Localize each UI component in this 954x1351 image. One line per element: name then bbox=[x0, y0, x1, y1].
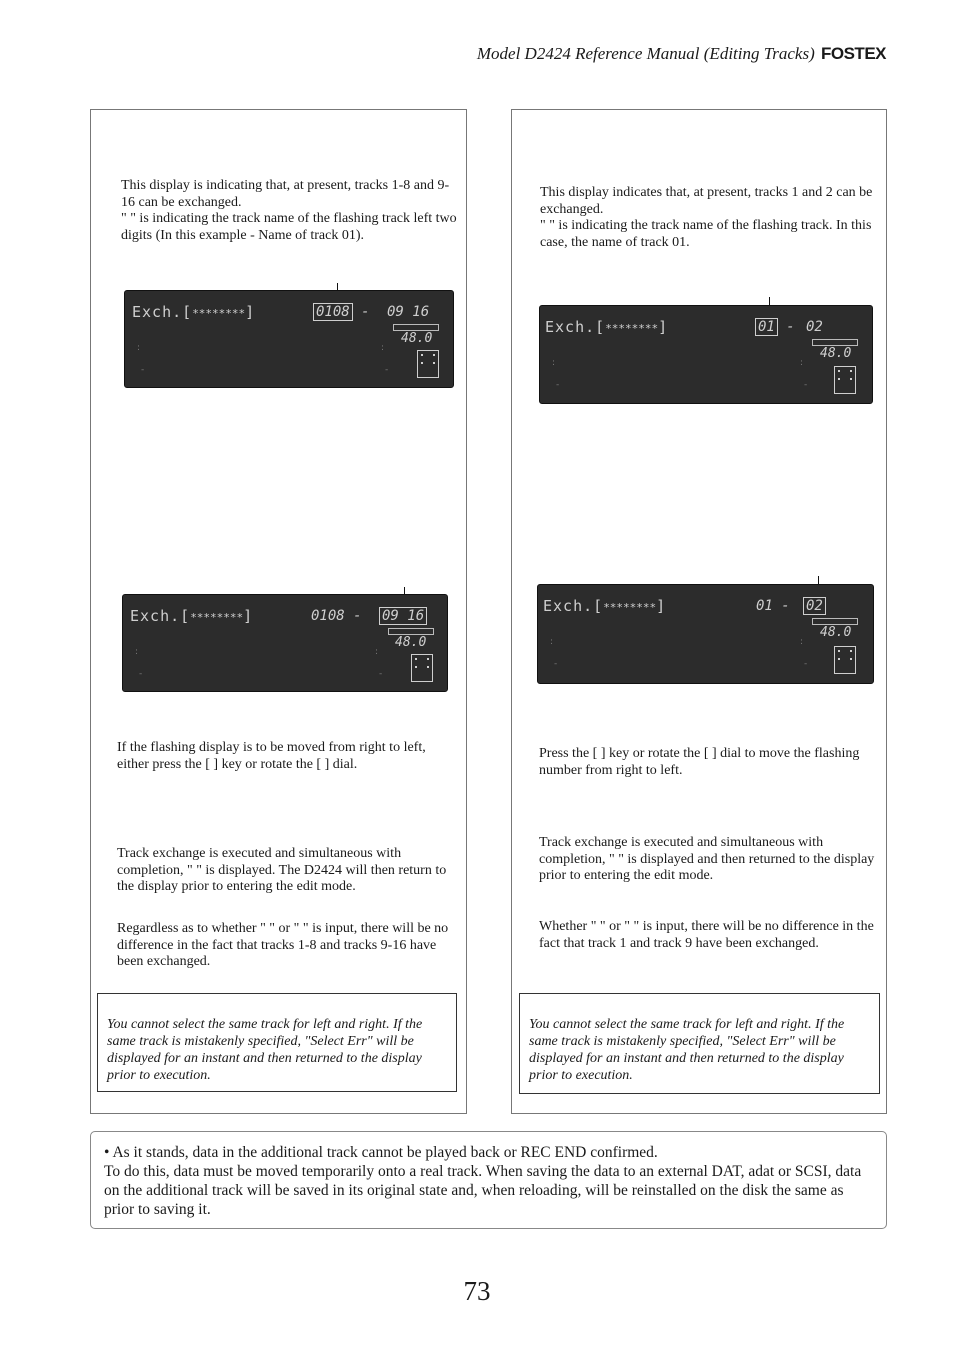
lcd-dot: : bbox=[381, 343, 385, 353]
lcd-dot: - bbox=[379, 669, 383, 679]
lcd-dot: - bbox=[554, 659, 558, 669]
lcd-dot: : bbox=[135, 647, 139, 657]
lcd-dot: - bbox=[804, 659, 808, 669]
left-para-5: Regardless as to whether " " or " " is input, there will be no difference in the fact that tracks 1-8 and tracks 9-16 have been exchanged. bbox=[117, 921, 449, 969]
lcd-right-tracks: 02 bbox=[803, 598, 826, 614]
lcd-meter-icon bbox=[834, 366, 856, 394]
lcd-level-bar bbox=[388, 628, 434, 635]
right-lcd-display-1 bbox=[539, 305, 873, 404]
right-para-5: Whether " " or " " is input, there will be no difference in the fact that track 1 and track 9 have been exchanged. bbox=[539, 919, 874, 951]
right-para-1: This display indicates that, at present, tracks 1 and 2 can be exchanged. bbox=[540, 185, 873, 217]
lcd-dot: : bbox=[137, 343, 141, 353]
right-para-3: Press the [ ] key or rotate the [ ] dial to move the flashing number from right to left. bbox=[539, 746, 860, 778]
lcd-sample-rate: 48.0 bbox=[401, 331, 433, 346]
lcd-level-bar bbox=[812, 339, 858, 346]
lcd-dot: : bbox=[550, 637, 554, 647]
lcd-right-tracks: 09 16 bbox=[379, 608, 427, 624]
lcd-left-tracks: 01 - bbox=[756, 598, 790, 614]
bottom-note-line-1: • As it stands, data in the additional track cannot be played back or REC END confirmed. bbox=[104, 1144, 658, 1161]
left-para-4: Track exchange is executed and simultaneous with completion, " " is displayed. The D2424 will then return to the display prior to entering the edit mode. bbox=[117, 846, 447, 894]
header-title: Model D2424 Reference Manual (Editing Tracks) bbox=[476, 44, 815, 63]
bottom-note-text bbox=[104, 1143, 876, 1219]
lcd-exch-label: Exch.[********] bbox=[545, 318, 669, 336]
lcd-exch-label: Exch.[********] bbox=[132, 303, 256, 321]
bottom-note-line-2: To do this, data must be moved temporarily onto a real track. When saving the data to an external DAT, adat or SCSI, data on the additional track will be saved in its original state and, when reloading, will be reinstalled on the disk the same as prior to saving it. bbox=[104, 1163, 862, 1218]
lcd-dot: : bbox=[800, 358, 804, 368]
lcd-meter-icon bbox=[411, 654, 433, 682]
lcd-sample-rate: 48.0 bbox=[820, 346, 852, 361]
lcd-dot: - bbox=[556, 380, 560, 390]
lcd-dot: - bbox=[139, 669, 143, 679]
lcd-dot: : bbox=[800, 637, 804, 647]
page-header bbox=[477, 44, 886, 64]
left-note-text: You cannot select the same track for left and right. If the same track is mistakenly specified, "Select Err" will be displayed for an instant and then returned to the display prior to execution. bbox=[107, 1017, 423, 1083]
right-lcd-display-2 bbox=[537, 584, 874, 684]
lcd-left-tracks: 01 - bbox=[755, 319, 795, 335]
lcd-level-bar bbox=[393, 324, 439, 331]
left-para-3: If the flashing display is to be moved from right to left, either press the [ ] key or rotate the [ ] dial. bbox=[117, 740, 426, 772]
lcd-right-tracks: 02 bbox=[806, 319, 823, 335]
lcd-meter-icon bbox=[417, 350, 439, 378]
left-lcd-display-1 bbox=[124, 290, 454, 388]
page-number: 73 bbox=[463, 1276, 491, 1306]
right-note-box bbox=[519, 993, 880, 1094]
lcd-dot: - bbox=[804, 380, 808, 390]
lcd-left-tracks: 0108 - bbox=[311, 608, 362, 624]
lcd-dot: - bbox=[141, 365, 145, 375]
left-note-box bbox=[97, 993, 457, 1092]
lcd-exch-label: Exch.[********] bbox=[543, 597, 667, 615]
lcd-dot: - bbox=[385, 365, 389, 375]
lcd-exch-label: Exch.[********] bbox=[130, 607, 254, 625]
lcd-sample-rate: 48.0 bbox=[820, 625, 852, 640]
lcd-dot: : bbox=[375, 647, 379, 657]
fostex-logo: FOSTEX bbox=[820, 44, 886, 63]
lcd-left-tracks: 0108 - bbox=[313, 304, 370, 320]
right-para-4: Track exchange is executed and simultaneous with completion, " " is displayed and then returned to the display prior to entering the edit mode. bbox=[539, 835, 875, 883]
lcd-dot: : bbox=[552, 358, 556, 368]
lcd-meter-icon bbox=[834, 646, 856, 674]
lcd-sample-rate: 48.0 bbox=[395, 635, 427, 650]
lcd-level-bar bbox=[812, 618, 858, 625]
right-note-text: You cannot select the same track for left and right. If the same track is mistakenly specified, "Select Err" will be displayed for an instant and then returned to the display prior to execution. bbox=[529, 1017, 845, 1083]
lcd-right-tracks: 09 16 bbox=[387, 304, 430, 320]
bottom-note-box bbox=[90, 1131, 887, 1229]
right-para-2: " " is indicating the track name of the flashing track. In this case, the name of track 01. bbox=[540, 218, 872, 250]
left-para-1: This display is indicating that, at present, tracks 1-8 and 9-16 can be exchanged. bbox=[121, 178, 450, 210]
left-para-2: " " is indicating the track name of the flashing track left two digits (In this example - Name of track 01). bbox=[121, 211, 457, 243]
left-lcd-display-2 bbox=[122, 594, 448, 692]
